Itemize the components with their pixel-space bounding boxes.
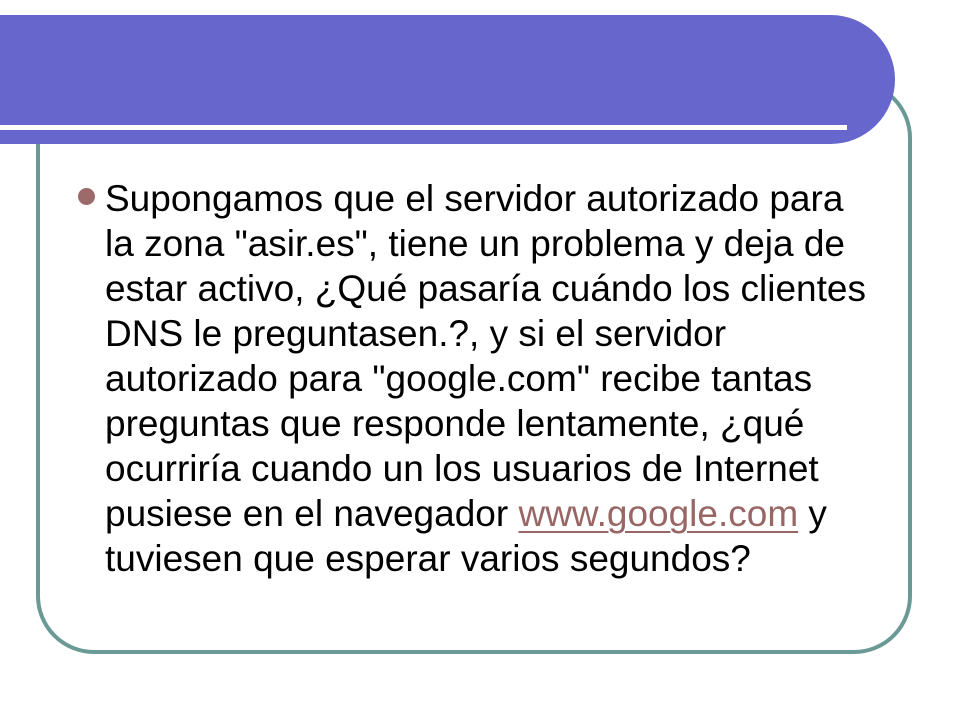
bullet-text-block xyxy=(105,176,905,581)
text-line xyxy=(105,176,905,221)
text-line xyxy=(105,356,905,401)
text-line xyxy=(105,311,905,356)
circle-bullet-icon xyxy=(78,188,95,205)
text-segment: preguntas que responde lentamente, ¿qué xyxy=(105,403,805,444)
text-segment: pusiese en el navegador xyxy=(105,493,519,534)
text-line xyxy=(105,491,905,536)
text-line xyxy=(105,266,905,311)
text-line xyxy=(105,536,905,581)
text-line xyxy=(105,401,905,446)
text-line xyxy=(105,446,905,491)
text-segment: estar activo, ¿Qué pasaría cuándo los clientes xyxy=(105,268,866,309)
banner-underline xyxy=(0,125,847,130)
text-segment: y xyxy=(798,493,827,534)
text-line xyxy=(105,221,905,266)
google-link[interactable]: www.google.com xyxy=(518,493,799,534)
text-segment: autorizado para "google.com" recibe tantas xyxy=(105,358,813,399)
text-segment: DNS le preguntasen.?, y si el servidor xyxy=(105,313,727,354)
text-segment: Supongamos que el servidor autorizado para xyxy=(105,178,844,219)
text-segment: tuviesen que esperar varios segundos? xyxy=(105,538,751,579)
text-segment: ocurriría cuando un los usuarios de Internet xyxy=(105,448,819,489)
text-segment: la zona "asir.es", tiene un problema y deja de xyxy=(105,223,845,264)
